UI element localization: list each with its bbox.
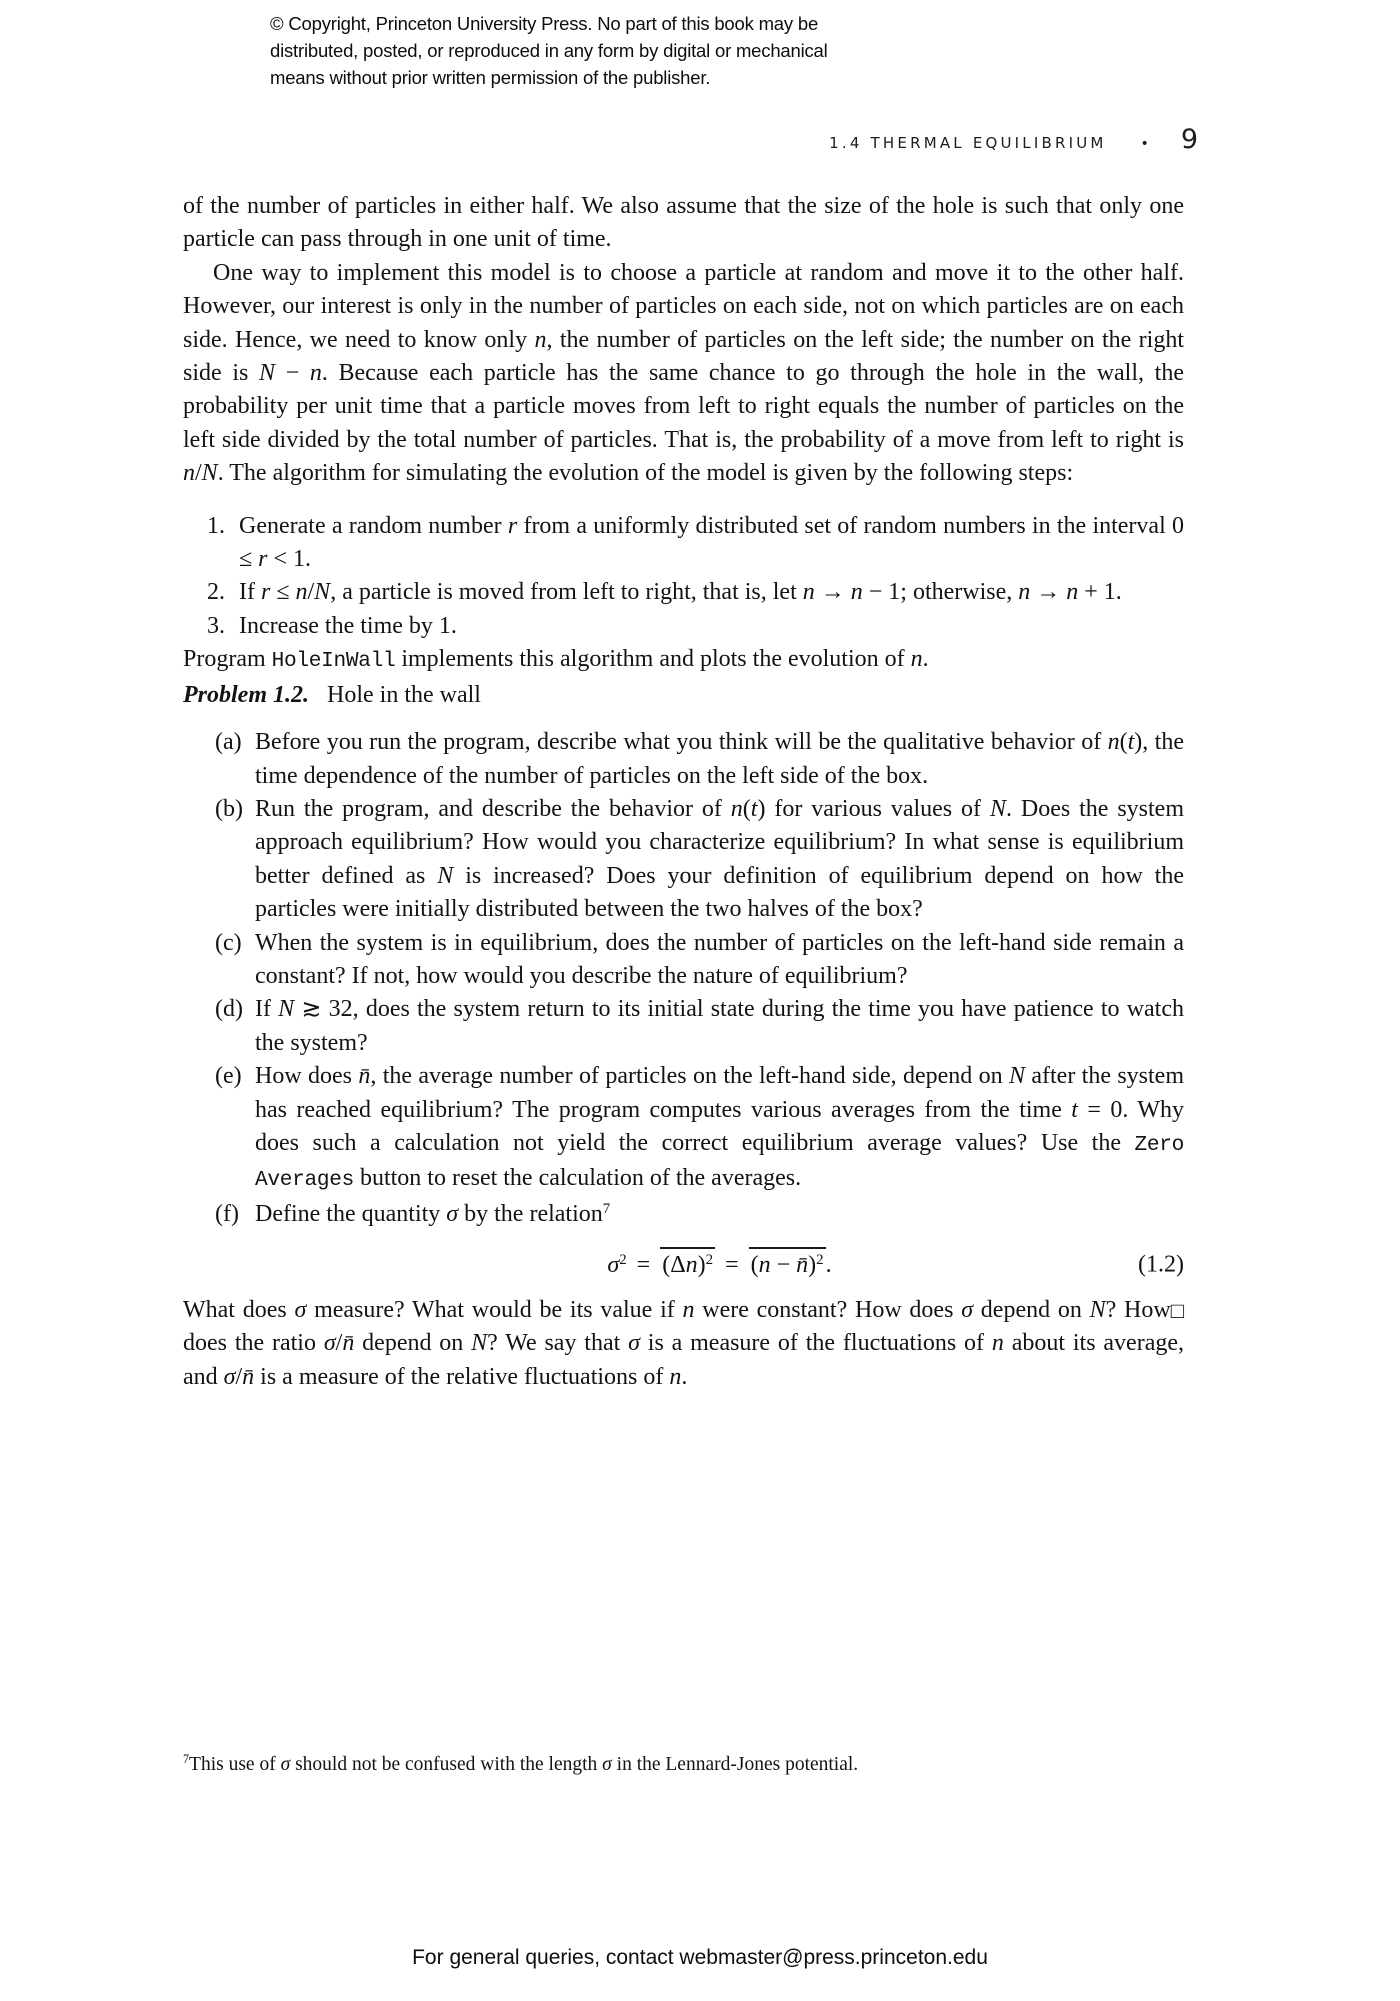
equation-term-1: (Δn) (662, 1252, 706, 1279)
equation-lhs-exponent: 2 (619, 1252, 627, 1269)
step-number: 2. (207, 579, 225, 606)
part-label: (f) (215, 1200, 239, 1227)
copyright-notice (270, 10, 828, 91)
copyright-line-1: © Copyright, Princeton University Press. No part of this book may be (270, 13, 819, 34)
list-item (183, 927, 1184, 994)
problem-label: Problem 1.2. (183, 681, 309, 708)
equation-term-1-exponent: 2 (705, 1252, 714, 1269)
section-title: 1.4 THERMAL EQUILIBRIUM (829, 134, 1107, 152)
part-text: How does n̄, the average number of particles on the left-hand side, depend on N after the system has reached equilibrium? The program computes various averages from the time t = 0. Why does such a calculation not yield the correct equilibrium average values? Use the Zero Averages button to reset the calculation of the averages. (255, 1063, 1184, 1193)
equation-number: (1.2) (1138, 1251, 1184, 1278)
part-f-continuation (183, 1294, 1184, 1394)
step-number: 1. (207, 512, 225, 539)
equation-row (255, 1247, 1184, 1280)
list-item (183, 1060, 1184, 1198)
list-item (183, 610, 1184, 643)
part-text: Define the quantity σ by the relation$^7$ (255, 1200, 611, 1227)
equals-sign: = (636, 1252, 651, 1279)
part-label: (c) (215, 929, 242, 956)
step-text: Generate a random number r from a uniformly distributed set of random numbers in the interval 0 ≤ r < 1. (239, 512, 1184, 573)
paragraph-model: One way to implement this model is to choose a particle at random and move it to the other half. However, our interest is only in the number of particles on each side, not on which particles are on each side. Hence, we need to know only n, the number of particles on the left side; the number on the right side is N − n. Because each particle has the same chance to go through the hole in the wall, the probability per unit time that a particle moves from left to right equals the number of particles on the left side divided by the total number of particles. That is, the probability of a move from left to right is n/N. The algorithm for simulating the evolution of the model is given by the following steps: (183, 259, 1185, 487)
list-item (183, 793, 1184, 927)
copyright-line-3: means without prior written permission of the publisher. (270, 67, 711, 88)
list-item (183, 993, 1184, 1060)
equation-1-2 (607, 1252, 831, 1278)
paragraph-continuation: of the number of particles in either half. We also assume that the size of the hole is such that only one particle can pass through in one unit of time. (183, 193, 1184, 253)
part-label: (e) (215, 1063, 242, 1090)
part-text: Run the program, and describe the behavior of n(t) for various values of N. Does the system approach equilibrium? How would you characterize equilibrium? In what sense is equilibrium better defined as N is increased? Does your definition of equilibrium depend on how the particles were initially distributed between the two halves of the box? (255, 795, 1185, 923)
part-label: (a) (215, 729, 242, 756)
problem-title: Hole in the wall (327, 681, 481, 708)
running-head (0, 124, 1198, 155)
problem-parts (183, 726, 1184, 1231)
page-number: 9 (1180, 124, 1198, 155)
overline-term-1 (660, 1247, 715, 1280)
equation-period: . (825, 1252, 832, 1279)
main-text-column (183, 190, 1184, 1394)
program-reference: Program HoleInWall implements this algorithm and plots the evolution of n. (183, 646, 929, 674)
end-of-problem-marker: □ (1170, 1297, 1184, 1323)
algorithm-steps (183, 510, 1184, 644)
part-text: When the system is in equilibrium, does the number of particles on the left-hand side remain a constant? If not, how would you describe the nature of equilibrium? (255, 929, 1184, 989)
list-item (183, 1198, 1184, 1231)
step-text: If r ≤ n/N, a particle is moved from left to right, that is, let n → n − 1; otherwise, n → n + 1. (239, 579, 1122, 606)
part-text: If N ≳ 32, does the system return to its initial state during the time you have patience to watch the system? (255, 996, 1184, 1056)
step-number: 3. (207, 612, 225, 639)
part-f-continuation-text: What does σ measure? What would be its value if n were constant? How does σ depend on N? How does the ratio σ/n̄ depend on N? We say that σ is a measure of the fluctuations of n about its average, and σ/n̄ is a measure of the relative fluctuations of n. (183, 1296, 1184, 1390)
overline-term-2 (749, 1247, 826, 1280)
list-item (183, 510, 1184, 577)
step-text: Increase the time by 1. (239, 612, 457, 639)
part-label: (d) (215, 996, 243, 1023)
equation-term-2: (n − n̄) (750, 1252, 817, 1279)
part-text: Before you run the program, describe what you think will be the qualitative behavior of n(t), the time dependence of the number of particles on the left side of the box. (255, 729, 1185, 789)
equation-term-2-exponent: 2 (816, 1252, 824, 1269)
part-label: (b) (215, 795, 243, 822)
footnote-7: $^7$This use of σ should not be confused with the length σ in the Lennard-Jones potential. (183, 1752, 859, 1775)
separator-bullet: • (1140, 136, 1149, 152)
copyright-line-2: distributed, posted, or reproduced in any form by digital or mechanical (270, 40, 828, 61)
page-footer: For general queries, contact webmaster@press.princeton.edu (412, 1946, 988, 1969)
problem-heading (183, 679, 1184, 712)
equals-sign: = (725, 1252, 739, 1279)
equation-lhs: σ (607, 1252, 620, 1279)
list-item (183, 726, 1184, 793)
list-item (183, 576, 1184, 609)
